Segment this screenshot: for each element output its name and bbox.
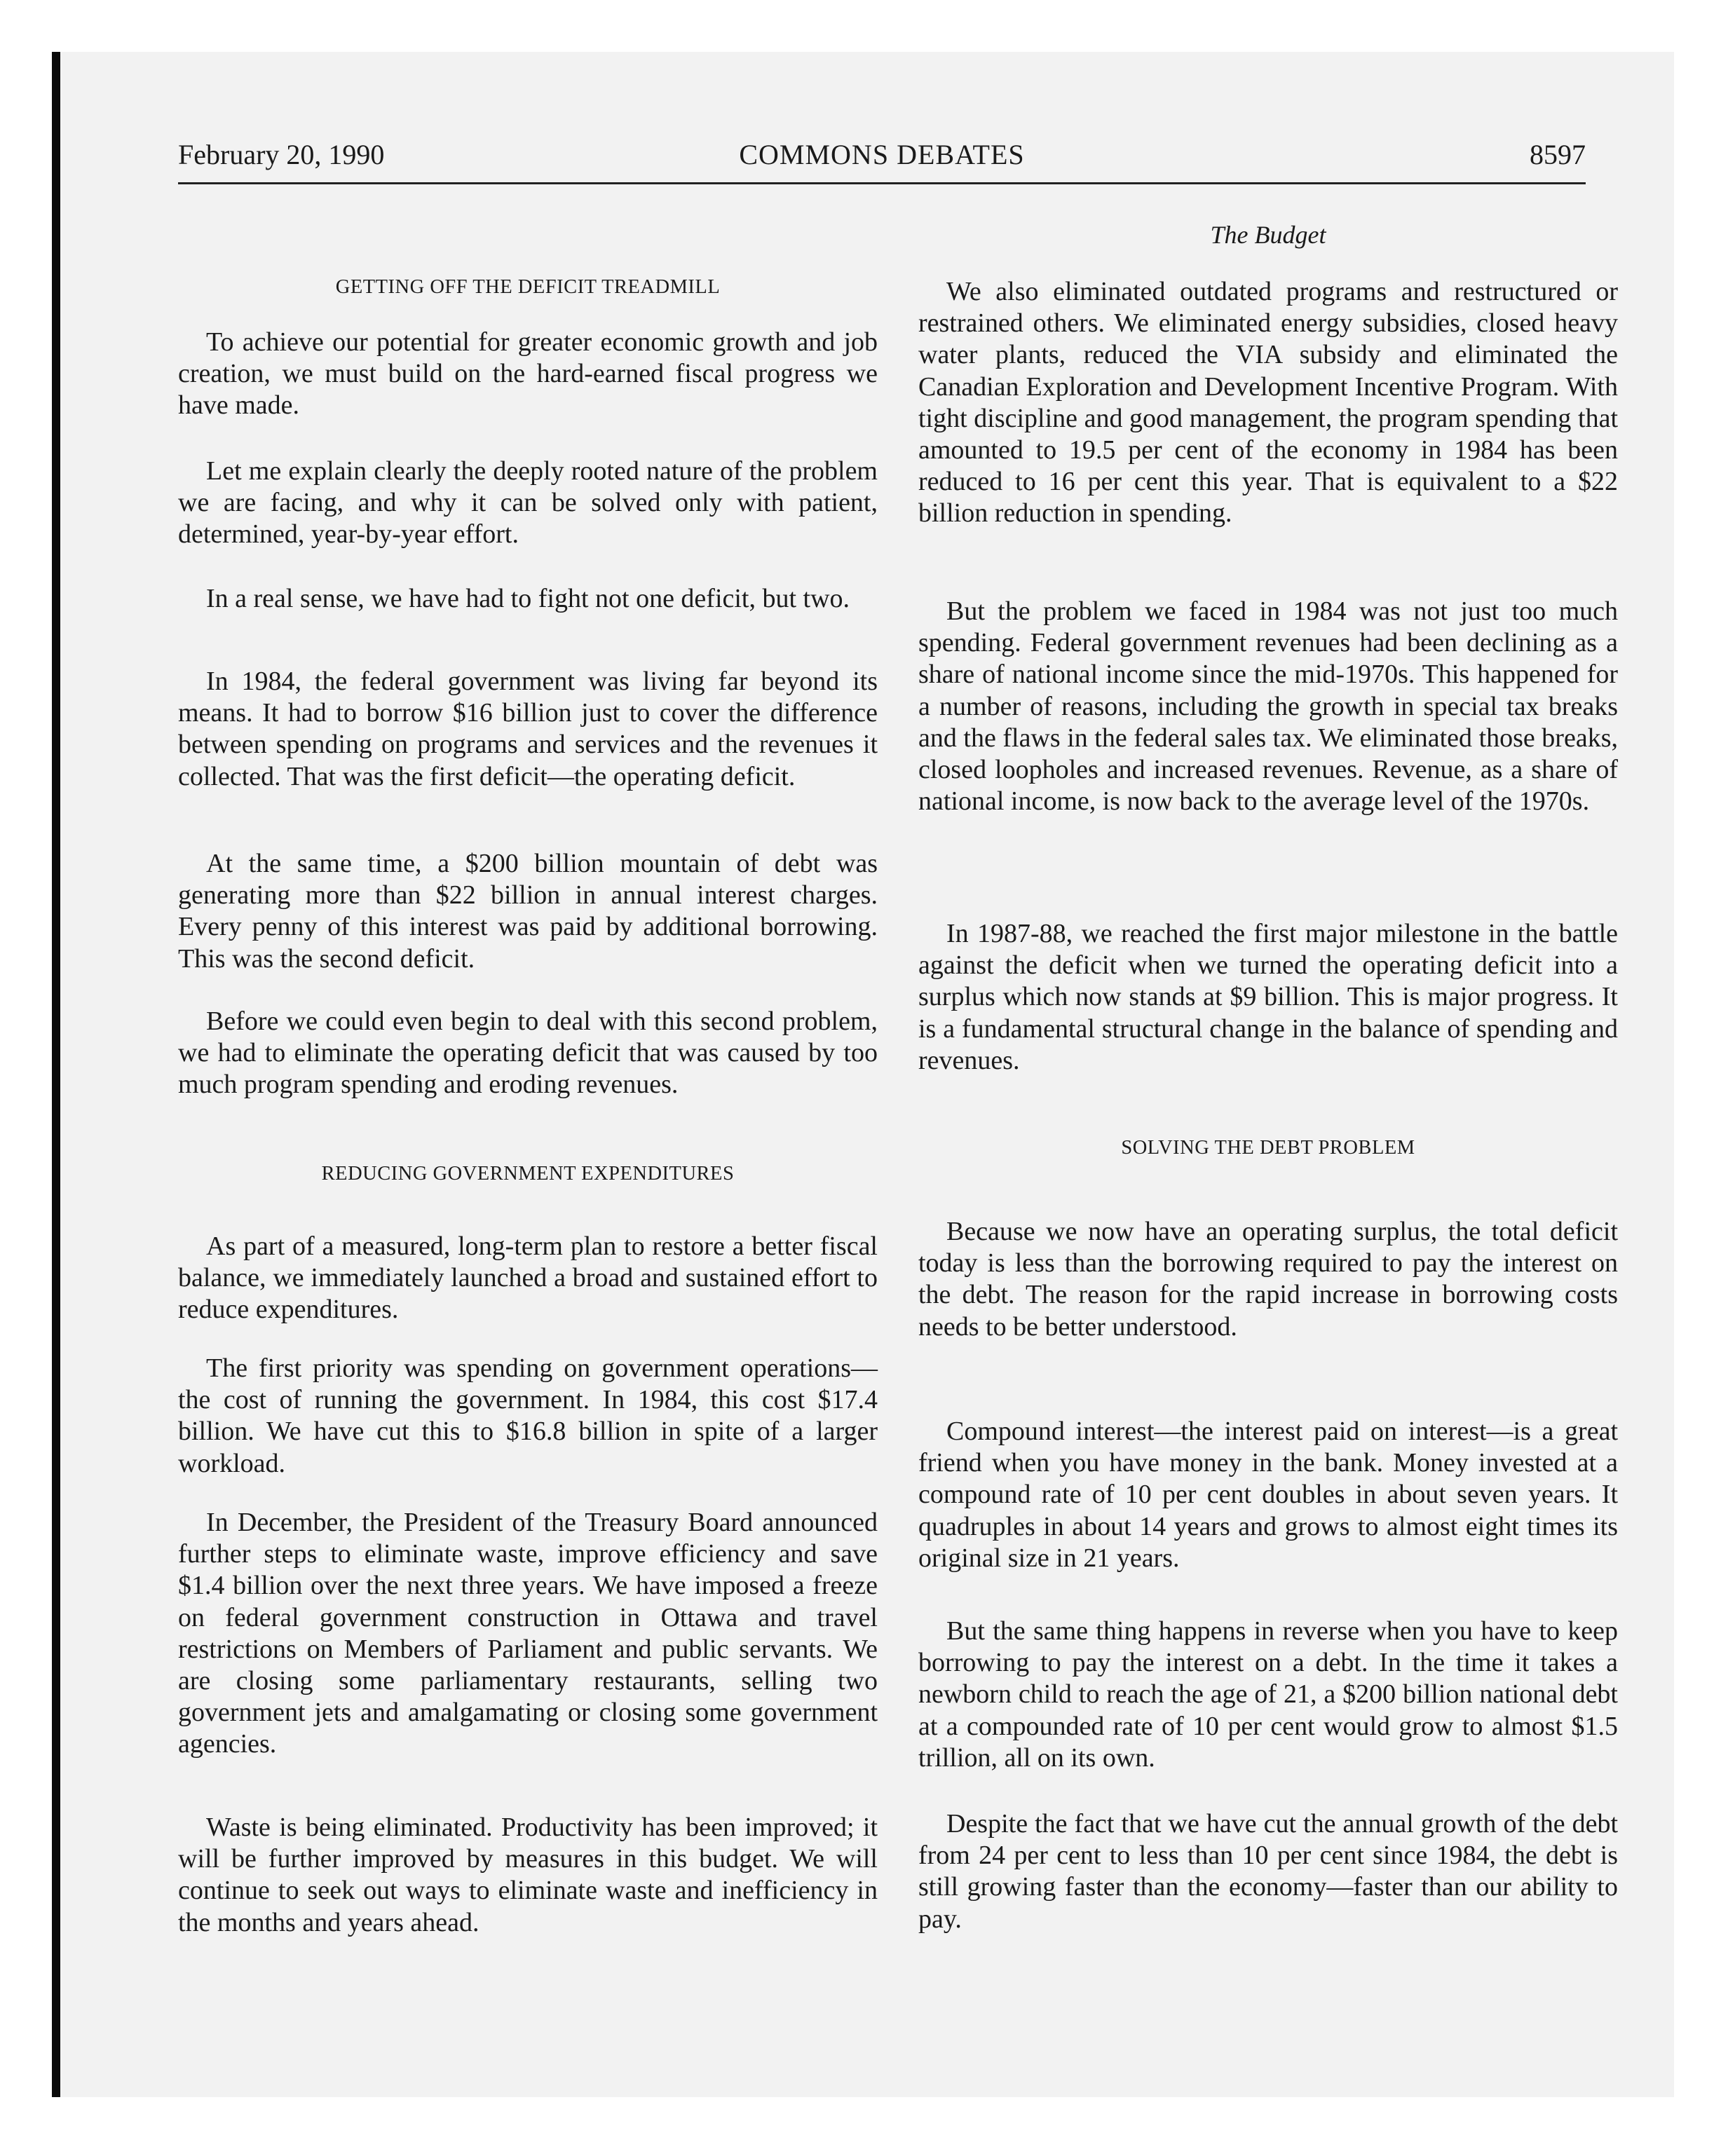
page-header bbox=[178, 137, 1586, 184]
paragraph: To achieve our potential for greater economic growth and job creation, we must build on the hard-earned fiscal progress we have made. bbox=[178, 327, 878, 421]
paragraph: At the same time, a $200 billion mountain of debt was generating more than $22 billion in annual interest charges. Every penny of this interest was paid by additional borrowing. This was the second deficit. bbox=[178, 849, 878, 974]
paragraph: Let me explain clearly the deeply rooted nature of the problem we are facing, and why it can be solved only with patient, determined, year-by-year effort. bbox=[178, 456, 878, 550]
paragraph: In 1987-88, we reached the first major milestone in the battle against the deficit when we turned the operating deficit into a surplus which now stands at $9 billion. This is major progress. It is a fundamental structural change in the balance of spending and revenues. bbox=[918, 919, 1618, 1075]
paragraph: Compound interest—the interest paid on interest—is a great friend when you have money in the bank. Money invested at a compound rate of 10 per cent doubles in about seven years. It quadruples in about 14 years and grows to almost eight times its original size in 21 years. bbox=[918, 1417, 1618, 1573]
header-page-number: 8597 bbox=[1530, 139, 1586, 170]
section-heading: SOLVING THE DEBT PROBLEM bbox=[1121, 1137, 1415, 1159]
paragraph: As part of a measured, long-term plan to restore a better fiscal balance, we immediately launched a broad and sustained effort to reduce expenditures. bbox=[178, 1231, 878, 1325]
section-heading: GETTING OFF THE DEFICIT TREADMILL bbox=[335, 276, 721, 298]
paragraph: Before we could even begin to deal with this second problem, we had to eliminate the operating deficit that was caused by too much program spending and eroding revenues. bbox=[178, 1007, 878, 1100]
scan-edge bbox=[52, 52, 60, 2097]
paragraph: Because we now have an operating surplus, the total deficit today is less than the borrowing required to pay the interest on the debt. The reason for the rapid increase in borrowing costs needs to be better understood. bbox=[918, 1217, 1618, 1342]
paragraph: But the problem we faced in 1984 was not just too much spending. Federal government revenues had been declining as a share of national income since the mid-1970s. This happened for a number of reasons, including the growth in special tax breaks and the flaws in the federal sales tax. We eliminated those breaks, closed loopholes and increased revenues. Revenue, as a share of national income, is now back to the average level of the 1970s. bbox=[918, 596, 1618, 817]
paragraph: In a real sense, we have had to fight not one deficit, but two. bbox=[206, 584, 850, 613]
header-date: February 20, 1990 bbox=[178, 139, 385, 170]
running-head: The Budget bbox=[1210, 221, 1326, 249]
paragraph: In December, the President of the Treasury Board announced further steps to eliminate waste, improve efficiency and save $1.4 billion over the next three years. We have imposed a freeze on federal government construction in Ottawa and travel restrictions on Members of Parliament and public servants. We are closing some parliamentary restaurants, selling two government jets and amalgamating or closing some government agencies. bbox=[178, 1508, 878, 1759]
paragraph: The first priority was spending on government operations—the cost of running the government. In 1984, this cost $17.4 billion. We have cut this to $16.8 billion in spite of a larger workload. bbox=[178, 1353, 878, 1478]
paragraph: In 1984, the federal government was living far beyond its means. It had to borrow $16 billion just to cover the difference between spending on programs and services and the revenues it collected. That was the first deficit—the operating deficit. bbox=[178, 667, 878, 791]
paragraph: Waste is being eliminated. Productivity has been improved; it will be further improved by measures in this budget. We will continue to seek out ways to eliminate waste and inefficiency in the months and years ahead. bbox=[178, 1813, 878, 1937]
header-title: COMMONS DEBATES bbox=[739, 139, 1025, 170]
paragraph: We also eliminated outdated programs and restructured or restrained others. We eliminated energy subsidies, closed heavy water plants, reduced the VIA subsidy and eliminated the Canadian Exploration and Development Incentive Program. With tight discipline and good management, the program spending that amounted to 19.5 per cent of the economy in 1984 has been reduced to 16 per cent this year. That is equivalent to a $22 billion reduction in spending. bbox=[918, 277, 1618, 528]
paragraph: But the same thing happens in reverse when you have to keep borrowing to pay the interest on a debt. In the time it takes a newborn child to reach the age of 21, a $200 billion national debt at a compounded rate of 10 per cent would grow to almost $1.5 trillion, all on its own. bbox=[918, 1616, 1618, 1773]
paragraph: Despite the fact that we have cut the annual growth of the debt from 24 per cent to less than 10 per cent since 1984, the debt is still growing faster than the economy—faster than our ability to pay. bbox=[918, 1809, 1618, 1934]
section-heading: REDUCING GOVERNMENT EXPENDITURES bbox=[321, 1163, 735, 1185]
